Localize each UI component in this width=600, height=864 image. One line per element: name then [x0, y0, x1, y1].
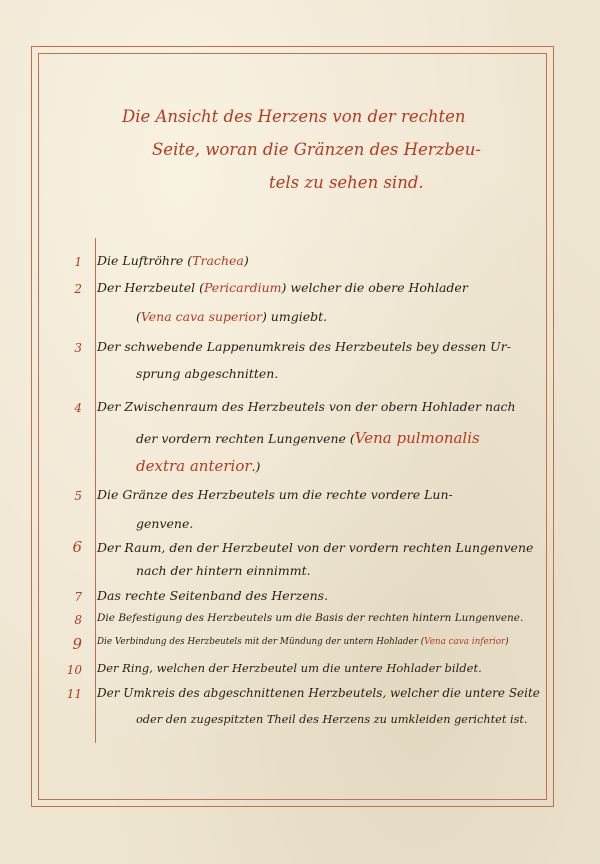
item-number: 6 [72, 538, 82, 556]
item-number: 1 [74, 255, 82, 269]
item-number: 2 [74, 282, 82, 296]
item-line: Der Umkreis des abgeschnittenen Herzbeutels, welcher die untere Seite [97, 686, 540, 700]
latin-term: Vena pulmonalis [354, 429, 480, 447]
item-line: Das rechte Seitenband des Herzens. [97, 588, 329, 603]
item-number: 8 [74, 613, 82, 627]
item-line: Der schwebende Lappenumkreis des Herzbeutels bey dessen Ur- [97, 339, 511, 354]
item-line: Der Ring, welchen der Herzbeutel um die untere Hohlader bildet. [97, 661, 482, 675]
item-number: 5 [74, 489, 82, 503]
item-line: Der Herzbeutel (Pericardium) welcher die obere Hohlader [97, 280, 468, 295]
latin-term: Vena cava superior [140, 309, 262, 324]
item-line: Der Raum, den der Herzbeutel von der vordern rechten Lungenvene [97, 540, 534, 555]
item-line: oder den zugespitzten Theil des Herzens zu umkleiden gerichtet ist. [136, 713, 528, 726]
latin-term: Vena cava inferior [424, 637, 506, 647]
title-line-3: tels zu sehen sind. [269, 173, 424, 192]
item-line: der vordern rechten Lungenvene (Vena pulmonalis [136, 429, 480, 447]
item-line: Der Zwischenraum des Herzbeutels von der obern Hohlader nach [97, 399, 516, 414]
number-column-rule [95, 238, 96, 743]
item-number: 7 [74, 590, 82, 604]
item-line: Die Befestigung des Herzbeutels um die Basis der rechten hintern Lungenvene. [97, 612, 524, 624]
item-number: 9 [72, 635, 82, 653]
item-line: (Vena cava superior) umgiebt. [136, 309, 328, 324]
item-line: Die Verbindung des Herzbeutels mit der Mündung der untern Hohlader (Vena cava inferior) [97, 637, 509, 647]
item-line: dextra anterior.) [136, 457, 261, 475]
item-number: 10 [66, 663, 82, 677]
item-line: genvene. [136, 516, 194, 531]
item-number: 4 [74, 401, 82, 415]
item-line: Die Gränze des Herzbeutels um die rechte vordere Lun- [97, 487, 453, 502]
title-line-1: Die Ansicht des Herzens von der rechten [122, 107, 466, 126]
item-line: Die Luftröhre (Trachea) [97, 253, 249, 268]
latin-term: Pericardium [203, 280, 282, 295]
latin-term: dextra anterior [136, 457, 252, 475]
item-number: 3 [74, 341, 82, 355]
item-line: nach der hintern einnimmt. [136, 563, 311, 578]
item-number: 11 [66, 687, 82, 701]
title-line-2: Seite, woran die Gränzen des Herzbeu- [152, 140, 481, 159]
item-line: sprung abgeschnitten. [136, 366, 279, 381]
latin-term: Trachea [192, 253, 244, 268]
page-title [62, 100, 546, 199]
